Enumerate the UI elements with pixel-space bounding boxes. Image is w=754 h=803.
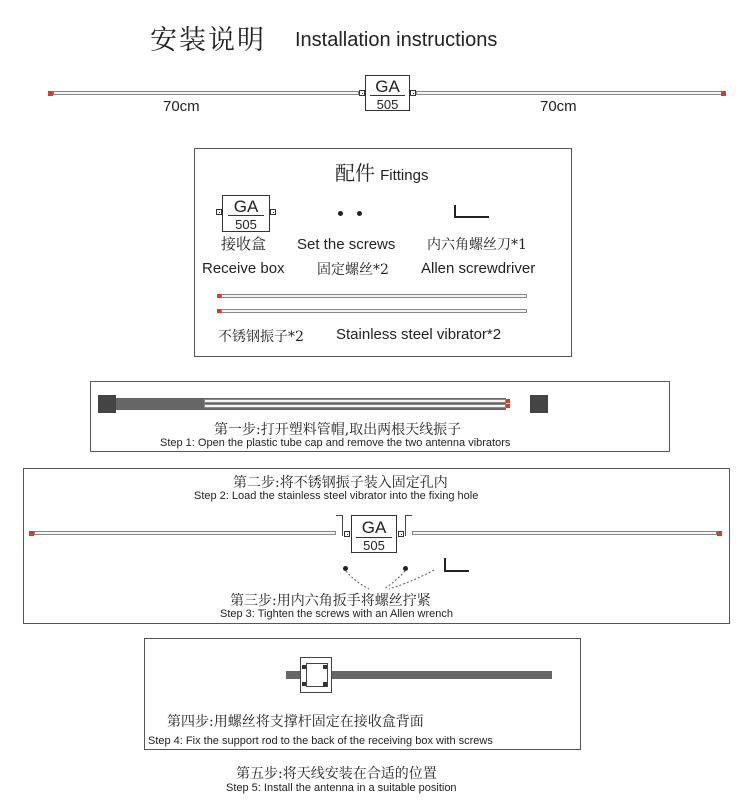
step5-text-cn: 第五步:将天线安装在合适的位置: [236, 766, 437, 782]
step4-text-en: Step 4: Fix the support rod to the back of the receiving box with screws: [148, 735, 493, 747]
allen-wrench-icon: [444, 558, 469, 572]
step1-vibrator-rod: [204, 399, 506, 403]
step2-text-en: Step 2: Load the stainless steel vibrator into the fixing hole: [194, 490, 479, 502]
page-title-cn: 安装说明: [150, 25, 266, 56]
step4-panel: [144, 638, 581, 750]
step3-text-cn: 第三步:用内六角扳手将螺丝拧紧: [230, 593, 431, 609]
screw-icon: [357, 211, 362, 216]
step2-box-bottom: 505: [363, 538, 385, 553]
fittings-title: [335, 157, 428, 186]
fittings-box-label-cn: 接收盒: [221, 235, 267, 253]
step3-text-en: Step 3: Tighten the screws with an Allen wrench: [220, 608, 453, 620]
overview-left-length: 70cm: [163, 98, 200, 115]
overview-receive-box: [365, 75, 410, 111]
allen-wrench-icon: [454, 205, 489, 218]
fittings-panel: [194, 148, 572, 357]
fittings-box-top: GA: [233, 197, 259, 216]
overview-right-length: 70cm: [540, 98, 577, 115]
screw-icon: [323, 665, 327, 669]
overview-right-rod: [416, 91, 722, 95]
fittings-screws-label-cn: 固定螺丝*2: [317, 262, 389, 278]
overview-model-bottom: 505: [376, 97, 399, 112]
vibrator-tip: [506, 404, 510, 408]
screw-icon: [323, 682, 327, 686]
step1-panel: [90, 381, 670, 452]
step5-text-en: Step 5: Install the antenna in a suitable position: [226, 782, 457, 794]
plastic-tube: [98, 395, 116, 413]
overview-left-rod: [53, 91, 359, 95]
step2-text-cn: 第二步:将不锈钢振子装入固定孔内: [233, 475, 448, 491]
page-title-en: Installation instructions: [295, 29, 498, 51]
screw-icon: [338, 211, 343, 216]
fittings-vibrator-rod: [221, 294, 527, 298]
step2-3-panel: [23, 468, 730, 624]
fittings-screws-label-en: Set the screws: [297, 236, 396, 253]
fittings-receive-box: [222, 195, 270, 232]
fittings-box-right-port: [270, 209, 276, 215]
step2-box-top: GA: [361, 518, 387, 537]
fittings-box-label-en: Receive box: [202, 260, 285, 277]
step1-text-cn: 第一步:打开塑料管帽,取出两根天线振子: [214, 422, 462, 438]
step4-text-cn: 第四步:用螺丝将支撑杆固定在接收盒背面: [167, 714, 424, 730]
overview-model-top: GA: [375, 77, 400, 96]
fittings-wrench-label-cn: 内六角螺丝刀*1: [427, 237, 527, 253]
screw-icon: [302, 682, 306, 686]
fittings-vibrator-label-cn: 不锈钢振子*2: [218, 329, 304, 345]
fittings-vibrator-label-en: Stainless steel vibrator*2: [336, 326, 502, 343]
vibrator-tip: [506, 399, 510, 403]
fittings-title-cn: 配件: [335, 161, 375, 185]
screw-icon: [302, 665, 306, 669]
step1-text-en: Step 1: Open the plastic tube cap and remove the two antenna vibrators: [160, 437, 511, 449]
tube-cap: [530, 395, 548, 413]
fittings-title-en: Fittings: [380, 167, 429, 184]
fittings-box-bottom: 505: [235, 217, 257, 232]
fittings-vibrator-rod: [221, 309, 527, 313]
overview-right-tip: [721, 91, 726, 96]
step1-vibrator-rod: [204, 404, 506, 408]
fittings-wrench-label-en: Allen screwdriver: [421, 260, 536, 277]
